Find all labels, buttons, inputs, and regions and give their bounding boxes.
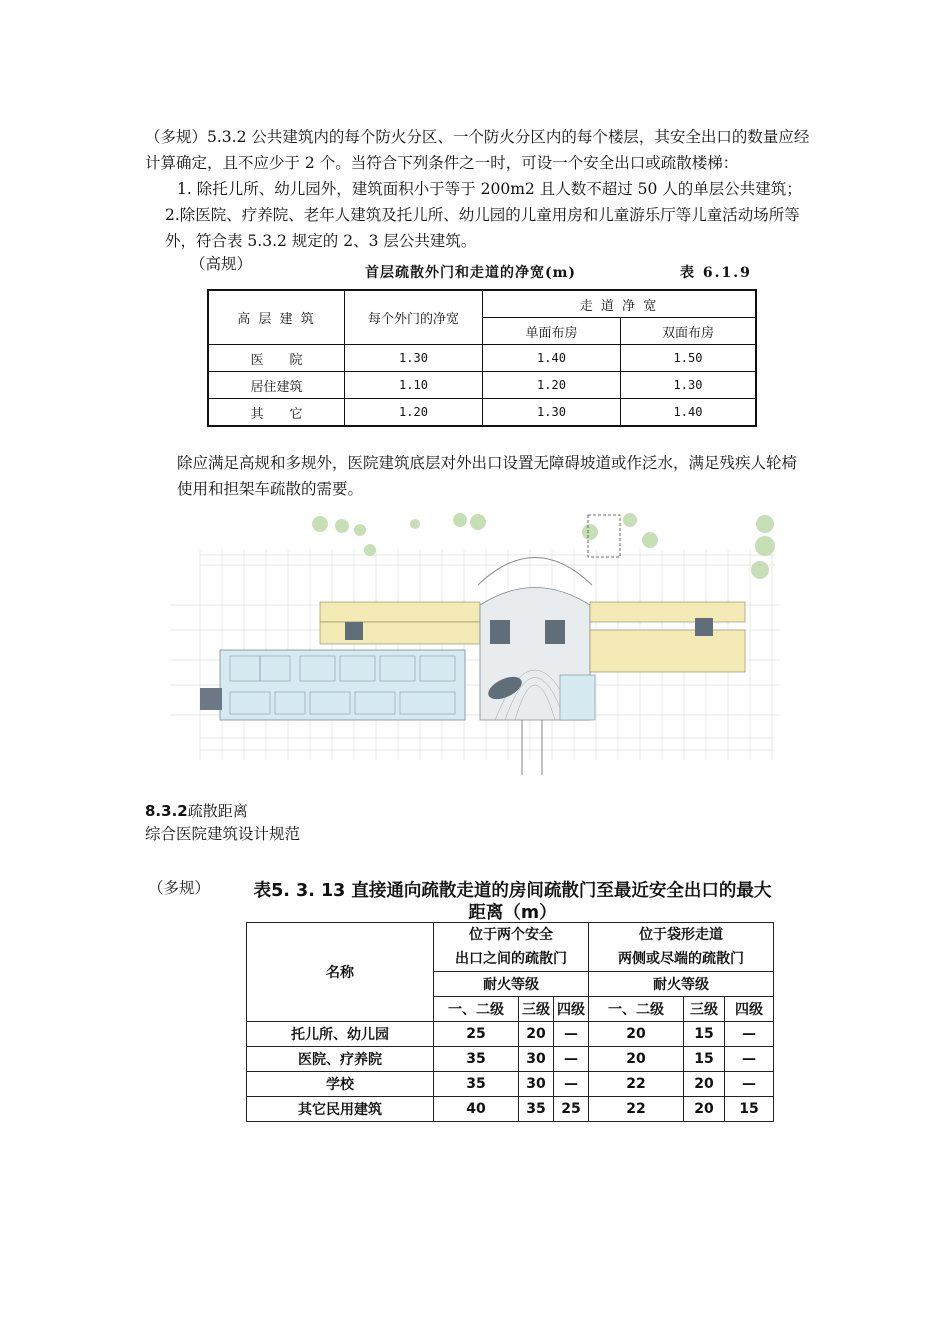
table-row (208, 372, 756, 399)
table1-number: 表 6.1.9 (680, 265, 752, 281)
tree-icon (623, 513, 637, 527)
header-line: 位于两个安全 (469, 927, 553, 943)
table2-header-fire-rating: 耐火等级 (434, 972, 589, 997)
tree-icon (756, 515, 774, 533)
table1-header-corridor: 走 道 净 宽 (483, 290, 757, 318)
table1-cell-double: 1.30 (621, 372, 757, 399)
table1-cell-name: 医 院 (208, 345, 345, 372)
table1-header-door: 每个外门的净宽 (345, 290, 483, 345)
table2-cell: 20 (684, 1097, 725, 1122)
table2-header-name: 名称 (247, 923, 434, 1022)
table-row (247, 1097, 774, 1122)
table2-cell: 20 (589, 1022, 684, 1047)
label-duogui: （多规） (148, 879, 211, 897)
table2-cell: — (725, 1072, 774, 1097)
table1-cell-single: 1.20 (483, 372, 621, 399)
section-heading-8-3-2 (145, 800, 248, 821)
table1-title: 首层疏散外门和走道的净宽(m) (365, 265, 577, 281)
table2-header-bag (589, 923, 774, 972)
table2-cell: 22 (589, 1072, 684, 1097)
table-row (247, 1072, 774, 1097)
label-gaogui: （高规） (190, 255, 253, 273)
list-item-1: 1. 除托儿所、幼儿园外，建筑面积小于等于 200m2 且人数不超过 50 人的单层公共建筑； (177, 180, 802, 198)
table2-header-grade3: 三级 (684, 997, 725, 1022)
table2-cell: — (554, 1022, 589, 1047)
table1-cell-double: 1.40 (621, 399, 757, 427)
subheading-code-name: 综合医院建筑设计规范 (145, 825, 301, 843)
table-exit-widths (207, 289, 757, 427)
table1-cell-single: 1.30 (483, 399, 621, 427)
table1-cell-door: 1.20 (345, 399, 483, 427)
table2-cell-name: 医院、疗养院 (247, 1047, 434, 1072)
table1-cell-door: 1.10 (345, 372, 483, 399)
list-item-2: 2.除医院、疗养院、老年人建筑及托儿所、幼儿园的儿童用房和儿童游乐厅等儿童活动场所等外，符合表 5.3.2 规定的 2、3 层公共建筑。 (165, 206, 800, 250)
table2-cell: 25 (434, 1022, 519, 1047)
table-row (247, 1022, 774, 1047)
table1-header-building: 高 层 建 筑 (208, 290, 345, 345)
table2-title: 表5. 3. 13 直接通向疏散走道的房间疏散门至最近安全出口的最大距离（m） (253, 881, 772, 923)
table2-cell: 20 (519, 1022, 554, 1047)
table1-cell-name: 其 它 (208, 399, 345, 427)
table1-cell-single: 1.40 (483, 345, 621, 372)
table1-header-double: 双面布房 (621, 318, 757, 345)
table2-header-grade4: 四级 (725, 997, 774, 1022)
hospital-floor-plan (160, 510, 790, 780)
table1-cell-double: 1.50 (621, 345, 757, 372)
table2-cell: 35 (434, 1047, 519, 1072)
header-line: 出口之间的疏散门 (455, 951, 567, 967)
tree-icon (410, 519, 420, 529)
tree-icon (354, 524, 366, 536)
tree-icon (453, 513, 467, 527)
tree-icon (642, 532, 658, 548)
table2-cell: 40 (434, 1097, 519, 1122)
table2-cell: — (725, 1022, 774, 1047)
table2-header-grade4: 四级 (554, 997, 589, 1022)
tree-icon (755, 536, 775, 556)
section-number: 8.3.2 (145, 802, 188, 820)
table2-cell: 20 (589, 1047, 684, 1072)
table2-header-between (434, 923, 589, 972)
table2-cell: 15 (684, 1047, 725, 1072)
table2-cell: 22 (589, 1097, 684, 1122)
table2-cell: 30 (519, 1072, 554, 1097)
table-row (247, 1047, 774, 1072)
table-row (208, 345, 756, 372)
table2-cell: — (554, 1047, 589, 1072)
table2-cell: 20 (684, 1072, 725, 1097)
tree-icon (364, 544, 376, 556)
section-title: 疏散距离 (187, 802, 248, 820)
tree-icon (751, 561, 769, 579)
paragraph-5-3-2: （多规）5.3.2 公共建筑内的每个防火分区、一个防火分区内的每个楼层，其安全出口的数量应经计算确定，且不应少于 2 个。当符合下列条件之一时，可设一个安全出口或疏散楼梯： (145, 128, 810, 172)
table2-header-fire-rating-2: 耐火等级 (589, 972, 774, 997)
table1-cell-name: 居住建筑 (208, 372, 345, 399)
table-row (208, 399, 756, 427)
tree-icon (335, 519, 349, 533)
table1-cell-door: 1.30 (345, 345, 483, 372)
paragraph-accessibility: 除应满足高规和多规外，医院建筑底层对外出口设置无障碍坡道或作泛水，满足残疾人轮椅使用和担架车疏散的需要。 (177, 454, 798, 498)
table2-cell-name: 其它民用建筑 (247, 1097, 434, 1122)
table2-cell: 30 (519, 1047, 554, 1072)
table2-cell: — (554, 1072, 589, 1097)
table2-cell: 15 (725, 1097, 774, 1122)
table2-cell: 35 (519, 1097, 554, 1122)
table2-header-grade12: 一、二级 (434, 997, 519, 1022)
table2-header-grade3: 三级 (519, 997, 554, 1022)
header-line: 两侧或尽端的疏散门 (618, 951, 744, 967)
table2-cell: 25 (554, 1097, 589, 1122)
table2-header-grade12: 一、二级 (589, 997, 684, 1022)
table2-cell: — (725, 1047, 774, 1072)
table2-cell-name: 托儿所、幼儿园 (247, 1022, 434, 1047)
table2-cell-name: 学校 (247, 1072, 434, 1097)
table2-cell: 15 (684, 1022, 725, 1047)
tree-icon (470, 514, 486, 530)
tree-icon (582, 524, 598, 540)
tree-icon (312, 516, 328, 532)
table-evacuation-distances (246, 922, 774, 1122)
header-line: 位于袋形走道 (639, 927, 723, 943)
table1-header-single: 单面布房 (483, 318, 621, 345)
table2-cell: 35 (434, 1072, 519, 1097)
